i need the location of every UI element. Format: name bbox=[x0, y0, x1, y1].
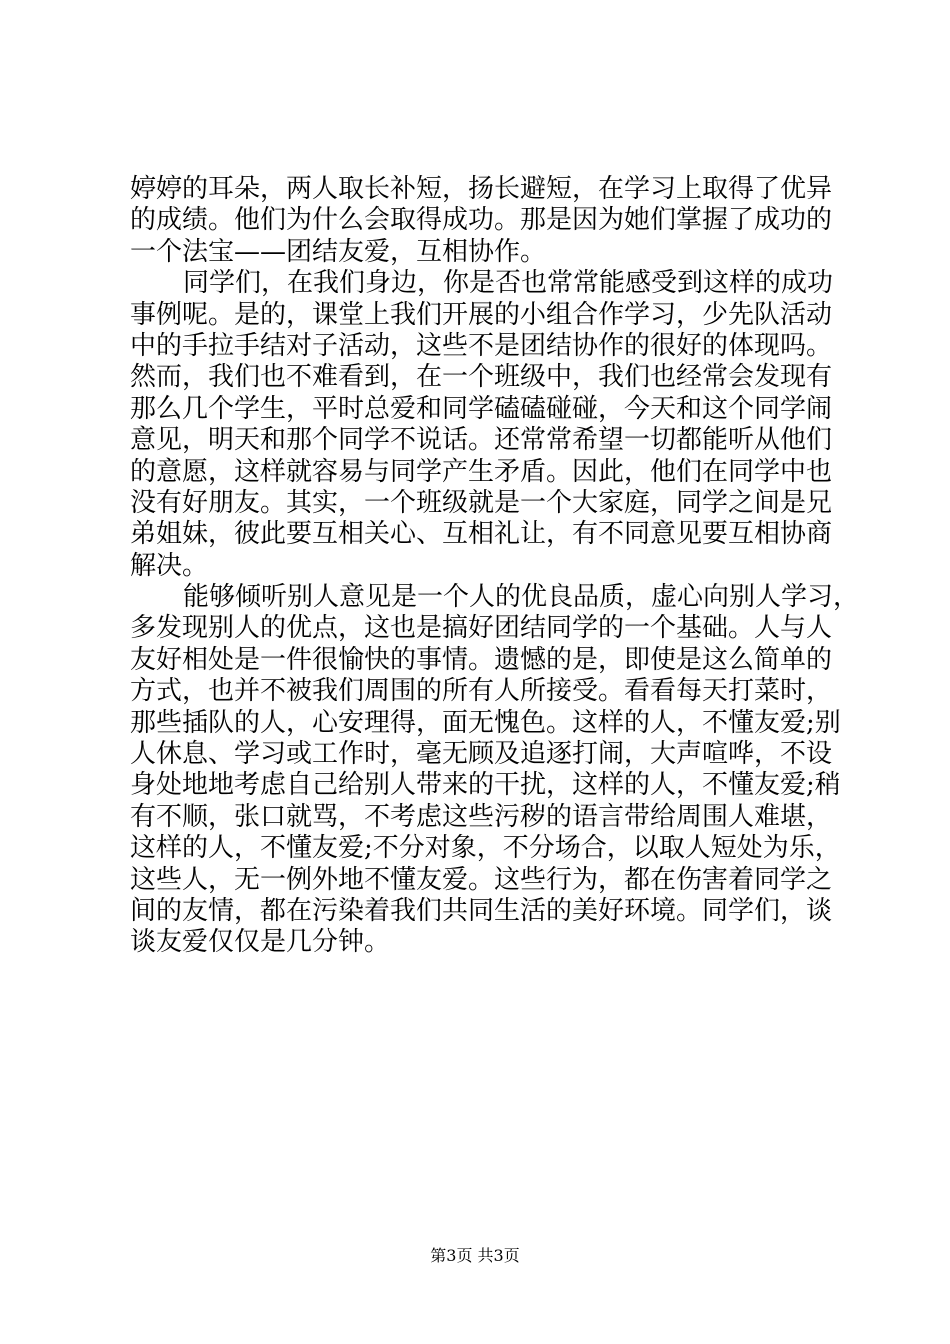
paragraph bbox=[130, 174, 832, 268]
text-line: 事例呢。是的，课堂上我们开展的小组合作学习，少先队活动 bbox=[130, 299, 833, 330]
text-line: 没有好朋友。其实，一个班级就是一个大家庭，同学之间是兄 bbox=[130, 487, 833, 518]
paragraph bbox=[130, 582, 860, 959]
text-line: 谈友爱仅仅是几分钟。 bbox=[130, 927, 391, 958]
text-line: 那么几个学生，平时总爱和同学磕磕碰碰，今天和这个同学闹 bbox=[130, 393, 833, 424]
text-line: 解决。 bbox=[130, 550, 209, 581]
text-line: 能够倾听别人意见是一个人的优良品质，虚心向别人学习， bbox=[183, 582, 860, 613]
text-line: 人休息、学习或工作时，毫无顾及追逐打闹，大声喧哗，不设 bbox=[130, 739, 833, 770]
text-line: 友好相处是一件很愉快的事情。遗憾的是，即使是这么简单的 bbox=[130, 644, 833, 675]
page-number: 第3页 共3页 bbox=[430, 1246, 520, 1265]
text-line: 意见，明天和那个同学不说话。还常常希望一切都能听从他们 bbox=[130, 425, 833, 456]
text-line: 那些插队的人，心安理得，面无愧色。这样的人，不懂友爱;别 bbox=[130, 707, 841, 738]
text-line: 身处地地考虑自己给别人带来的干扰，这样的人，不懂友爱;稍 bbox=[130, 770, 841, 801]
text-line: 方式，也并不被我们周围的所有人所接受。看看每天打菜时， bbox=[130, 676, 833, 707]
text-line: 中的手拉手结对子活动，这些不是团结协作的很好的体现吗。 bbox=[130, 330, 833, 361]
text-line: 间的友情，都在污染着我们共同生活的美好环境。同学们，谈 bbox=[130, 895, 833, 926]
text-line: 这些人，无一例外地不懂友爱。这些行为，都在伤害着同学之 bbox=[130, 864, 833, 895]
text-line: 的意愿，这样就容易与同学产生矛盾。因此，他们在同学中也 bbox=[130, 456, 833, 487]
paragraph bbox=[130, 268, 832, 582]
text-line: 这样的人，不懂友爱;不分对象，不分场合，以取人短处为乐， bbox=[130, 833, 841, 864]
text-line: 的成绩。他们为什么会取得成功。那是因为她们掌握了成功的 bbox=[130, 205, 833, 236]
text-line: 多发现别人的优点，这也是搞好团结同学的一个基础。人与人 bbox=[130, 613, 833, 644]
text-line: 然而，我们也不难看到，在一个班级中，我们也经常会发现有 bbox=[130, 362, 833, 393]
text-line: 有不顺，张口就骂，不考虑这些污秽的语言带给周围人难堪， bbox=[130, 801, 833, 832]
text-line: 婷婷的耳朵，两人取长补短，扬长避短，在学习上取得了优异 bbox=[130, 174, 833, 204]
page-footer bbox=[0, 1246, 950, 1266]
text-line: 同学们，在我们身边，你是否也常常能感受到这样的成功 bbox=[183, 268, 834, 299]
document-body bbox=[130, 174, 860, 959]
text-line: 一个法宝——团结友爱，互相协作。 bbox=[130, 236, 547, 267]
text-line: 弟姐妹，彼此要互相关心、互相礼让，有不同意见要互相协商 bbox=[130, 519, 833, 550]
